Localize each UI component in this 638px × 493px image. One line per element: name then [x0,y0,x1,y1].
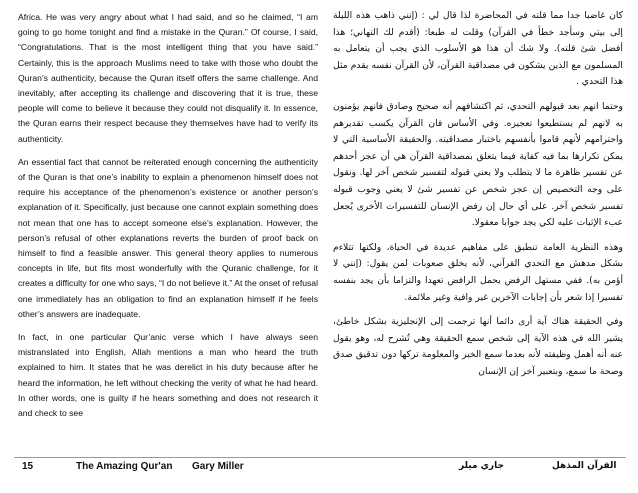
page-number: 15 [22,461,34,472]
english-paragraph-1: Africa. He was very angry about what I had said, and so he claimed, “I am going to go home tonight and find a mistake in the Quran.” Of course, I said, “Congratulations. That is the most intelligent thing that you have said.” Certainly, this is the approach Muslims need to take with those who doubt the Quran’s authenticity, because the Quran itself offers the same challenge. And inevitably, after accepting its challenge and discovering that it is true, these people will come to believe it because they could not disqualify it. In essence, the Quran earns their respect because they themselves have had to verify its authenticity. [18,12,318,144]
english-paragraph-2: An essential fact that cannot be reiterated enough concerning the authenticity of the Quran is that one’s inability to explain a phenomenon himself does not require his acceptance of the phenomenon’s existence or another person’s explanation of it. Specifically, just because one cannot explain something does not mean that one has to accept someone else’s explanation. However, the person’s refusal of other explanations reverts the burden of proof back on himself to find a feasible answer. This general theory applies to numerous concepts in life, but fits most wonderfully with the Quranic challenge, for it creates a difficulty for one who says, “I do not believe it.” At the onset of refusal one immediately has an obligation to find an explanation himself if he feels other’s answers are inadequate. [18,156,318,319]
arabic-paragraph-4: وفي الحقيقة هناك آية أرى دائما أنها ترجمت إلى الإنجليزية بشكل خاطئ، يشير الله في هذه الآية إلى شخص سمع الحقيقة وهي تُشرح له، وهو يقول عنه أنه أهمل وظيفته لأنه بعدما سمع الخبر والمعلومة تركها دون تدقيق صدق وصحة ما سمع، وبتعبير آخر إن الإنسان [333,316,623,377]
english-paragraph-3: In fact, in one particular Qur’anic verse which I have always seen mistranslated into English, Allah mentions a man who heard the truth explained to him. It states that he was derelict in his duty because after he heard the information, he left without checking the verity of what he had heard. In other words, one is guilty if he hears something and does not research it and check to see [18,332,318,419]
author-name: Gary Miller [192,461,244,472]
arabic-paragraph-3: وهذه النظرية العامة تنطبق على مفاهيم عديدة في الحياة، ولكنها تتلاءم بشكل مدهش مع التحدي القرآني، لأنه يخلق صعوبات لمن يقول: (إنني لا أؤمن به). ففي مستهل الرفض يحمل الرافض تعهدا والتزاما بأن يجد بنفسه تفسيرا إذا شعر بأن إجابات الآخرين غير وافية وغير ملائمة. [333,241,623,303]
page-footer [14,461,626,479]
arabic-paragraph-2: وحتما انهم بعد قبولهم التحدي، ثم اكتشافهم أنه صحيح وصادق فانهم يؤمنون به لانهم لم يستطيعوا تعجيزه. وفي الأساس فان القرآن يكسب تقديرهم واحترامهم لأنهم قاموا بأنفسهم باختبار مصداقيته. والحقيقة الأساسية التي لا يمكن تكرارها بما فيه كفاية فيما يتعلق بمصداقية القرآن هي أن عجز أحدهم عن تفسير ظاهرة ما لا يتطلب ولا يعني قبوله لتفسير شخص آخر لها. ونقول على وجه التخصيص إن عجز شخص عن تفسير شئ لا يعني وجوب قبوله تفسير شخص آخر. على أي حال إن رفض الإنسان للتفسيرات الأخرى يُجعل عبء الإثبات عليه لكي يجد جوابا معقولا. [333,100,623,229]
book-title: The Amazing Qur'an [76,461,173,472]
arabic-column [333,8,623,388]
footer-divider [14,457,626,458]
arabic-author-name: جاري ميلر [459,461,504,471]
english-column [18,10,318,429]
arabic-book-title: القرآن المذهل [552,461,617,471]
arabic-paragraph-1: كان غاضبا جدا مما قلته في المحاضرة لذا قال لي : (إنني ذاهب هذه الليلة إلى بيتي وسأجد خطأ في القرآن) وقلت له طبعا: (أقدم لك التهاني؛ هذا أفضل شئ قلته). ولا شك أن هذا هو الأسلوب الذي يجب أن يتعامل به المسلمون مع الذين يشكون في مصداقية القرآن، لأن القرآن نفسه يقدم مثل هذا التحدي . [333,10,623,88]
